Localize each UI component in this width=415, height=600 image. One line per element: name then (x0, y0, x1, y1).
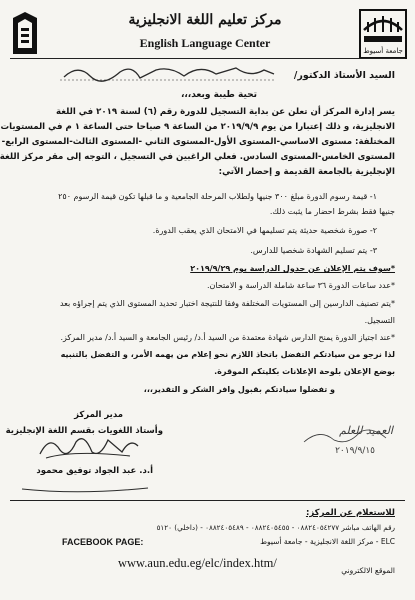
addressee-label: السيد الأستاذ الدكتور/ (293, 70, 395, 81)
header-divider (10, 58, 405, 59)
note-line: التسجيل. (364, 316, 395, 325)
signatory-title: وأستاذ اللغويات بقسم اللغة الإنجليزية (5, 426, 163, 436)
handwritten-note-scribble (300, 424, 390, 448)
requirement-item: ٢- صورة شخصية حديثة يتم تسليمها في الامتحان الذي يعقب الدورة. (152, 226, 377, 235)
closing-line: بوضع الإعلان بلوحة الإعلانات بكليتكم الموقرة. (214, 367, 395, 376)
note-line: *عدد ساعات الدورة ٣٦ ساعة شاملة الدراسة و الامتحان. (206, 281, 395, 290)
note-line: *يتم تصنيف الدارسين إلى المستويات المختلفة وفقا للنتيجة اختبار تحديد المستوى الذي يتم إجراؤه بعد (59, 299, 395, 308)
phone-numbers: رقم الهاتف مباشر ٠٨٨٢٤٠٥٤٢٧٧ - ٠٨٨٢٤٠٥٤٥٥ - ٠٨٨٢٤٠٥٤٨٩ - (داخلي) ٥١٢٠ (156, 523, 395, 532)
addressee-handwriting (60, 62, 280, 82)
note-line: *عند اجتياز الدورة يمنح الدارس شهادة معتمدة من السيد أ.د/ رئيس الجامعة و السيد أ.د/ مدير المركز. (60, 333, 395, 342)
requirement-item: ١- قيمة رسوم الدورة مبلغ ٣٠٠ جنيها ولطلاب المرحلة الجامعية و ما قبلها تكون قيمة الرسوم ٢٥٠ (58, 192, 377, 201)
university-seal-icon (358, 8, 408, 60)
logo-text: جامعة أسيوط (363, 47, 403, 55)
center-name-arabic: مركز تعليم اللغة الانجليزية (128, 12, 282, 28)
signature-scribble (34, 430, 144, 462)
schedule-note: *سوف يتم الإعلان عن جدول الدراسة يوم ٢٠١٩/٩/٢٩ (190, 264, 395, 273)
facebook-label: FACEBOOK PAGE: (62, 537, 144, 547)
body-line: المختلفة: مستوى الاساسي-المستوى الأول-المستوى الثاني -المستوى الثالث-المستوى الرابع- (1, 137, 395, 147)
signature-underline (20, 480, 150, 490)
inquiry-label: للاستعلام عن المركز: (305, 508, 395, 518)
signatory-name: أ.د. عبد الجواد توفيق محمود (36, 466, 153, 476)
requirement-item: ٣- يتم تسليم الشهادة شخصيا للدارس. (250, 246, 377, 255)
signatory-title: مدير المركز (74, 410, 123, 420)
center-name-english: English Language Center (139, 36, 271, 50)
handwritten-note: العميد للعلم (339, 424, 393, 437)
facebook-page-name[interactable]: ELC - مركز اللغة الانجليزية - جامعة أسيوط (260, 537, 395, 546)
requirement-item: جنيها فقط بشرط احضار ما يثبت ذلك. (269, 207, 395, 216)
closing-line: و تفضلوا سيادتكم بقبول وافر الشكر و التقدير،،، (143, 385, 335, 394)
greeting: تحية طيبة وبعد،،، (180, 90, 257, 100)
website-link[interactable]: www.aun.edu.eg/elc/index.htm/ (118, 556, 277, 570)
handwritten-date: ٢٠١٩/٩/١٥ (335, 446, 375, 456)
closing-line: لذا نرجو من سيادتكم التفضل باتخاذ اللازم نحو إعلام من يهمه الأمر، و التفضل بالتنبيه (60, 350, 395, 359)
body-line: الانجليزية، و ذلك إعتبارا من يوم ٢٠١٩/٩/٩ من الساعة ٩ صباحا حتى الساعة ١ م في المستويات (0, 122, 395, 132)
body-line: المستوى الخامس-المستوى السادس. فعلي الراغبين في التسجيل ، التوجه إلى مقر مركز اللغة (0, 152, 395, 162)
body-line: يسر إدارة المركز أن تعلن عن بداية التسجيل للدورة رقم (٦) لسنة ٢٠١٩ في اللغة (56, 107, 395, 117)
website-label: الموقع الالكتروني (341, 566, 395, 575)
elc-logo-icon (10, 10, 40, 56)
footer-divider (10, 500, 405, 501)
body-line: الإنجليزية بالجامعة القديمة و إحضار الآتي: (218, 167, 395, 177)
